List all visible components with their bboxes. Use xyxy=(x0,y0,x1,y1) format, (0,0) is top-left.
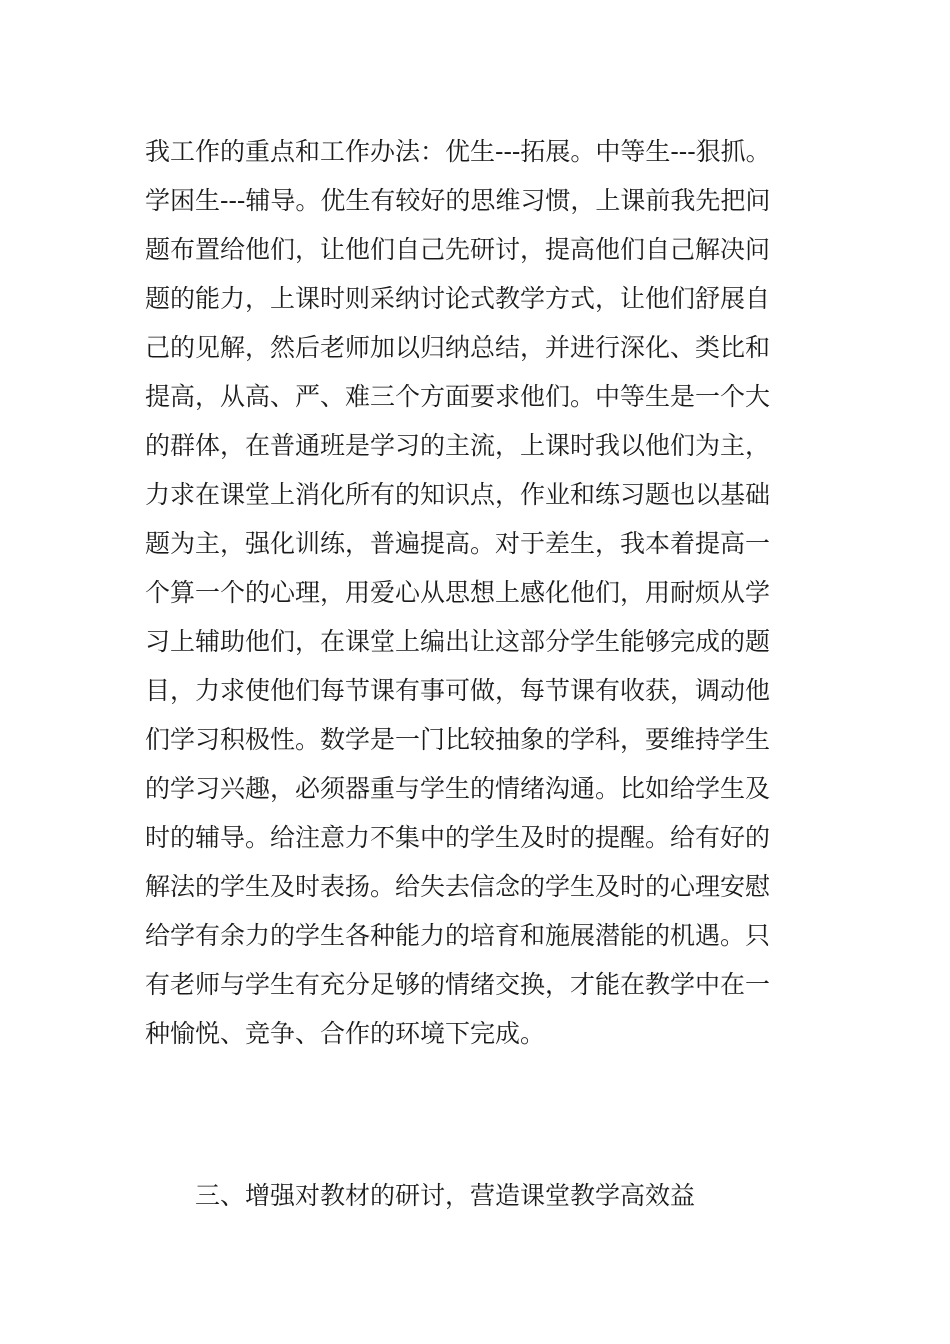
paragraph-line: 题为主，强化训练，普遍提高。对于差生，我本着提高一 xyxy=(145,529,771,558)
paragraph-line: 个算一个的心理，用爱心从思想上感化他们，用耐烦从学 xyxy=(145,578,771,607)
paragraph-line: 学困生---辅导。优生有较好的思维习惯，上课前我先把问 xyxy=(145,186,771,215)
paragraph-line: 目，力求使他们每节课有事可做，每节课有收获，调动他 xyxy=(145,676,771,705)
paragraph-line: 的学习兴趣，必须器重与学生的情绪沟通。比如给学生及 xyxy=(145,774,771,803)
paragraph-line: 力求在课堂上消化所有的知识点，作业和练习题也以基础 xyxy=(145,480,771,509)
paragraph-line: 种愉悦、竞争、合作的环境下完成。 xyxy=(145,1019,546,1048)
paragraph-line: 我工作的重点和工作办法：优生---拓展。中等生---狠抓。 xyxy=(145,137,771,166)
paragraph-line: 己的见解，然后老师加以归纳总结，并进行深化、类比和 xyxy=(145,333,771,362)
paragraph-line: 习上辅助他们，在课堂上编出让这部分学生能够完成的题 xyxy=(145,627,771,656)
paragraph-line: 们学习积极性。数学是一门比较抽象的学科，要维持学生 xyxy=(145,725,771,754)
paragraph-line: 有老师与学生有充分足够的情绪交换，才能在教学中在一 xyxy=(145,970,771,999)
paragraph-line: 给学有余力的学生各种能力的培育和施展潜能的机遇。只 xyxy=(145,921,771,950)
paragraph-line: 的群体，在普通班是学习的主流，上课时我以他们为主， xyxy=(145,431,771,460)
paragraph-line: 解法的学生及时表扬。给失去信念的学生及时的心理安慰 xyxy=(145,872,771,901)
paragraph-line: 提高，从高、严、难三个方面要求他们。中等生是一个大 xyxy=(145,382,771,411)
paragraph-line: 时的辅导。给注意力不集中的学生及时的提醒。给有好的 xyxy=(145,823,771,852)
paragraph-line: 题的能力，上课时则采纳讨论式教学方式，让他们舒展自 xyxy=(145,284,771,313)
paragraph-line: 题布置给他们，让他们自己先研讨，提高他们自己解决问 xyxy=(145,235,771,264)
section-heading: 三、增强对教材的研讨，营造课堂教学高效益 xyxy=(195,1181,696,1210)
